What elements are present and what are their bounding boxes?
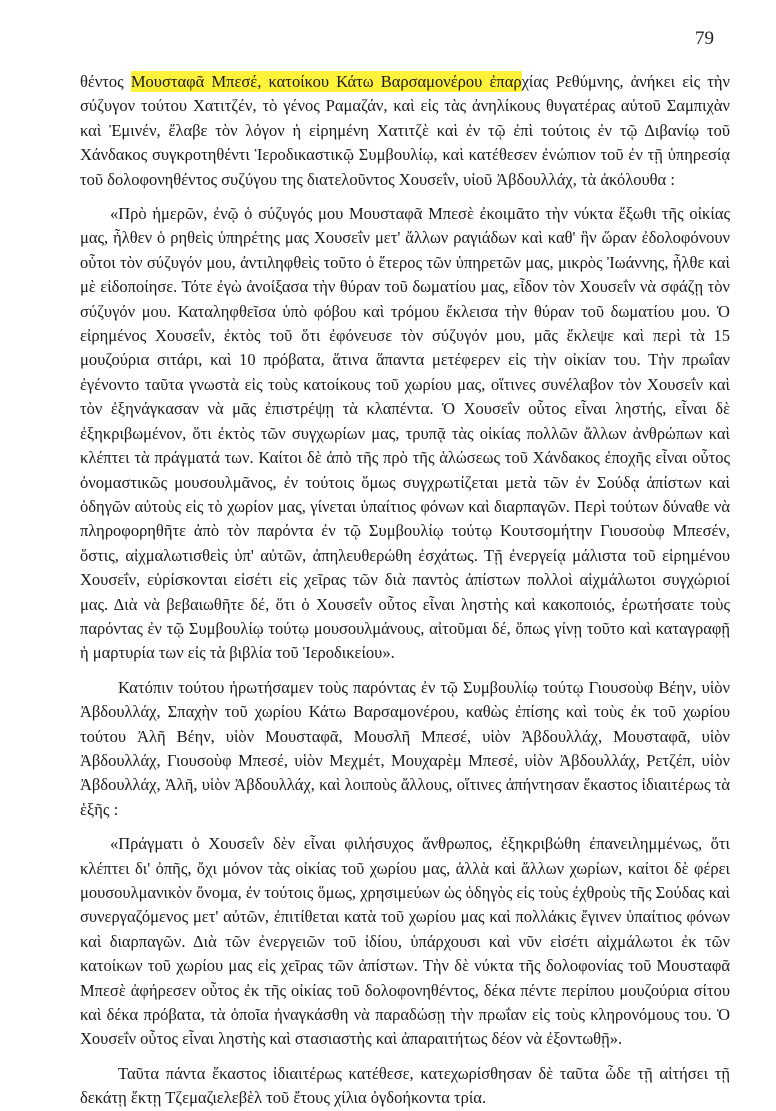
opening-text-rest: χίας Ρεθύμνης, ἀνήκει εἰς τὴν σύζυγον τούτου Χατιτζέν, τὸ γένος Ραμαζάν, καὶ εἰς τὰς ἀνηλίκους θυγατέρας αὐτοῦ Σαμπιχὰν καὶ Ἐμινέν, ἔλαβε τὸν λόγον ἡ εἰρημένη Χατιτζὲ καὶ ἐν τῷ ἐπὶ τούτοις ἐν τῷ Διβανίῳ τοῦ Χάνδακος συγκροτηθέντι Ἱεροδικαστικῷ Συμβουλίῳ, καὶ κατέθεσεν ἐνώπιον τοῦ ἐν τῇ ὑπηρεσίᾳ τοῦ δολοφονηθέντος συζύγου της διατελοῦντος Χουσεΐν, υἱοῦ Ἀβδουλλάχ, τὰ ἀκόλουθα : xyxy=(80,72,730,189)
highlighted-text: Μουσταφᾶ Μπεσέ, κατοίκου Κάτω Βαρσαμονέρου ἐπαρ xyxy=(130,72,522,91)
page-number: 79 xyxy=(695,28,714,49)
opening-text-start: θέντος xyxy=(80,72,131,91)
closing-paragraph: Ταῦτα πάντα ἕκαστος ἰδιαιτέρως κατέθεσε, κατεχωρίσθησαν δὲ ταῦτα ὧδε τῇ αἰτήσει τῇ δεκάτῃ ἕκτῃ Τζεμαζιελεβὲλ τοῦ ἔτους χίλια ὀγδοήκοντα τρία. xyxy=(80,1063,730,1108)
widow-testimony-quote: «Πρὸ ἡμερῶν, ἐνῷ ὁ σύζυγός μου Μουσταφᾶ Μπεσὲ ἐκοιμᾶτο τὴν νύκτα ἔξωθι τῆς οἰκίας μας, ἦλθεν ὁ ρηθεὶς ὑπηρέτης μας Χουσεΐν μετ' ἄλλων ραγιάδων καὶ καθ' ἣν ὥραν ἐδολοφόνουν οὗτοι τὸν σύζυγόν μου, ἀντιληφθεὶς τοῦτο ὁ ἕτερος τῶν ὑπηρετῶν μας, μικρὸς Ἰωάννης, ἦλθε καὶ μὲ εἰδοποίησε. Τότε ἐγὼ ἀνοίξασα τὴν θύραν τοῦ δωματίου μας, εἶδον τὸν Χουσεΐν νὰ σφάζῃ τὸν σύζυγόν μου. Καταληφθεῖσα ὑπὸ φόβου καὶ τρόμου ἔκλεισα τὴν θύραν τοῦ δωματίου μου. Ὁ εἰρημένος Χουσεΐν, ἐκτὸς τοῦ ὅτι ἐφόνευσε τὸν σύζυγόν μου, μᾶς ἔκλεψε καὶ περὶ τὰ 15 μουζούρια σιτάρι, καὶ 10 πρόβατα, ἅτινα ἅπαντα μετέφερεν εἰς τὴν οἰκίαν του. Τὴν πρωΐαν ἐγένοντο ταῦτα γνωστὰ εἰς τοὺς κατοίκους τοῦ χωρίου μας, οἵτινες συνέλαβον τὸν Χουσεΐν καὶ τὸν ἐξηνάγκασαν νὰ μᾶς ἐπιστρέψῃ τὰ κλαπέντα. Ὁ Χουσεΐν οὗτος εἶναι ληστής, εἶναι δὲ ἐξηκριβωμένον, ὅτι ἐκτὸς τῶν συγχωρίων μας, τρυπᾷ τὰς οἰκίας πολλῶν ἄλλων ἀνθρώπων καὶ κλέπτει τὰ πράγματά των. Καίτοι δὲ ἀπὸ τῆς πρὸ τῆς ἁλώσεως τοῦ Χάνδακος ἐποχῆς εἶναι οὗτος ὀνομαστικῶς μουσουλμᾶνος, ἐν τούτοις ὅμως συγχρωτίζεται μετὰ τῶν ἐν Σούδᾳ ἀπίστων καὶ ὁδηγῶν αὐτοὺς εἰς τὸ χωρίον μας, γίνεται ὑπαίτιος φόνων καὶ διαρπαγῶν. Περὶ τούτων δύναθε νὰ πληροφορηθῆτε ἀπὸ τὸν παρόντα ἐν τῷ Συμβουλίῳ τούτῳ Κουτσομήτην Γιουσοὺφ Μπεσέν, ὅστις, αἰχμαλωτισθεὶς ὑπ' αὐτῶν, ἀπηλευθερώθη ἐσχάτως. Τῇ ἐνεργείᾳ μάλιστα τοῦ εἰρημένου Χουσεΐν, εὑρίσκονται εἰσέτι εἰς χεῖρας τῶν διὰ παντὸς ἀπίστων πολλοὶ αἰχμάλωτοι συγχώριοί μας. Διὰ νὰ βεβαιωθῆτε δέ, ὅτι ὁ Χουσεΐν οὗτος εἶναι ληστὴς καὶ κακοποιός, ἐρωτήσατε τοὺς παρόντας ἐν τῷ Συμβουλίῳ τούτῳ μουσουλμάνους, αἰτοῦμαι δέ, ὅπως γίνῃ τοῦτο καὶ καταγραφῇ ἡ μαρτυρία των εἰς τὰ βιβλία τοῦ Ἱεροδικείου». xyxy=(80,204,730,663)
opening-paragraph xyxy=(80,70,730,192)
witness-testimony-quote: «Πράγματι ὁ Χουσεΐν δὲν εἶναι φιλήσυχος ἄνθρωπος, ἐξηκριβώθη ἐπανειλημμένως, ὅτι κλέπτει δι' ὀπῆς, ὄχι μόνον τὰς οἰκίας τοῦ χωρίου μας, ἀλλὰ καὶ ἄλλων χωρίων, καίτοι δὲ φέρει μουσουλμανικὸν ὄνομα, ἐν τούτοις ὅμως, χρησιμεύων ὡς ὁδηγὸς εἰς τοὺς ἐχθροὺς τῆς Σούδας καὶ συνεργαζόμενος μετ' αὐτῶν, ἐπιτίθεται κατὰ τοῦ χωρίου μας καὶ πολλάκις ἔγινεν ὑπαίτιος φόνων καὶ διαρπαγῶν. Διὰ τῶν ἐνεργειῶν τοῦ ἰδίου, ὑπάρχουσι καὶ νῦν εἰσέτι αἰχμάλωτοι ἐκ τῶν κατοίκων τοῦ χωρίου μας εἰς χεῖρας τῶν ἀπίστων. Τὴν δὲ νύκτα τῆς δολοφονίας τοῦ Μουσταφᾶ Μπεσὲ ἀφήρεσεν οὗτος ἐκ τῆς οἰκίας τοῦ δολοφονηθέντος, δέκα πέντε περίπου μουζούρια σίτου καὶ δέκα πρόβατα, τὰ ὁποῖα ἠναγκάσθη νὰ παραδώσῃ τὴν πρωΐαν εἰς τοὺς κληρονόμους του. Ὁ Χουσεΐν οὗτος εἶναι ληστὴς καὶ στασιαστὴς καὶ ἀπαραιτήτως δέον νὰ ἐξοντωθῇ». xyxy=(80,834,730,1049)
witness-questioning-paragraph: Κατόπιν τούτου ἠρωτήσαμεν τοὺς παρόντας ἐν τῷ Συμβουλίῳ τούτῳ Γιουσοὺφ Βέην, υἱὸν Ἀβδουλλάχ, Σπαχὴν τοῦ χωρίου Κάτω Βαρσαμονέρου, καθὼς ἐπίσης καὶ τοὺς ἐκ τοῦ χωρίου τούτου Ἀλῆ Βέην, υἱὸν Μουσταφᾶ, Μουσλῆ Μπεσέ, υἱὸν Ἀβδουλλάχ, Μουσταφᾶ, υἱὸν Ἀβδουλλάχ, Γιουσοὺφ Μπεσέ, υἱὸν Μεχμέτ, Μουχαρὲμ Μπεσέ, υἱὸν Ἀβδουλλάχ, Ρετζέπ, υἱὸν Ἀβδουλλάχ, Ἀλῆ, υἱὸν Ἀβδουλλάχ, καὶ λοιποὺς ἄλλους, οἵτινες ἀπήντησαν ἕκαστος ἰδιαιτέρως τὰ ἑξῆς : xyxy=(80,677,730,819)
